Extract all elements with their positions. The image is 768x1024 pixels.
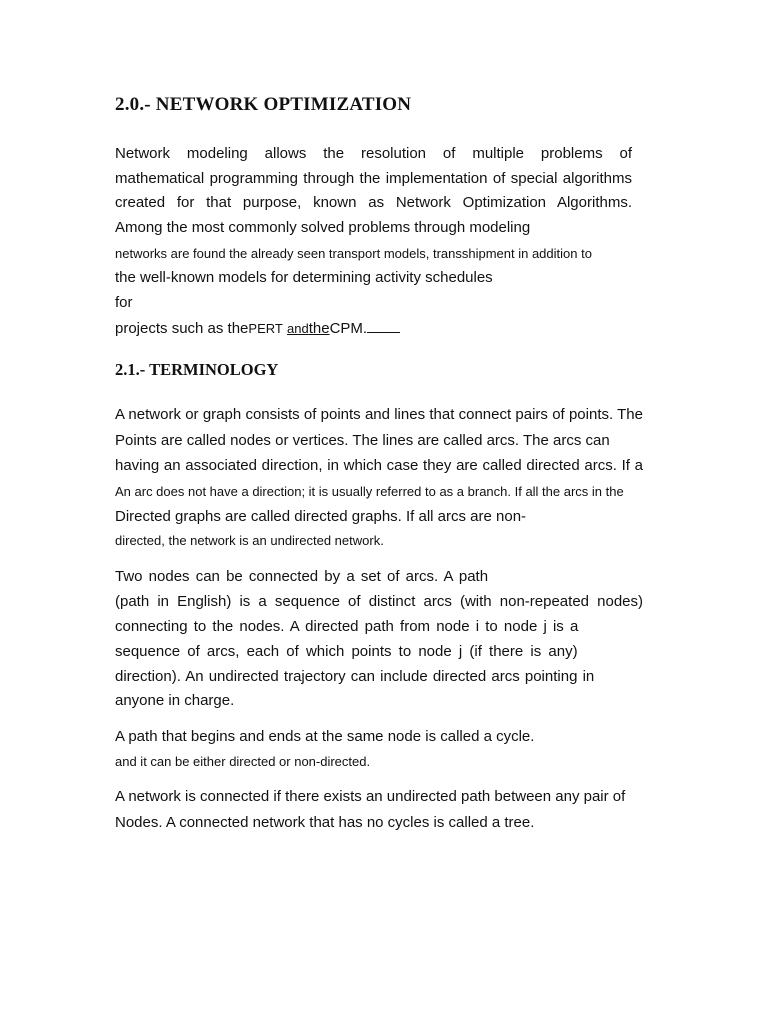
paragraph-line: mathematical programming through the implementation of special algorithms — [115, 170, 632, 187]
section-heading-network-optimization: 2.0.- NETWORK OPTIMIZATION — [115, 94, 412, 115]
paragraph-line: sequence of arcs, each of which points to node j (if there is any) — [115, 643, 578, 660]
and-label: and — [287, 321, 309, 336]
paragraph-line: having an associated direction, in which case they are called directed arcs. If a — [115, 457, 643, 474]
paragraph-line: (path in English) is a sequence of distinct arcs (with non-repeated nodes) — [115, 593, 643, 610]
paragraph-line: Among the most commonly solved problems through modeling — [115, 219, 531, 236]
paragraph-line: anyone in charge. — [115, 692, 235, 709]
pert-label: PERT — [248, 321, 283, 336]
paragraph-line: A path that begins and ends at the same node is called a cycle. — [115, 728, 535, 745]
paragraph-line: connecting to the nodes. A directed path from node i to node j is a — [115, 618, 579, 635]
paragraph-line: Two nodes can be connected by a set of arcs. A path — [115, 568, 489, 585]
paragraph-line: and it can be either directed or non-directed. — [115, 754, 371, 769]
paragraph-line: An arc does not have a direction; it is usually referred to as a branch. If all the arcs in the — [115, 484, 624, 499]
paragraph-line: A network is connected if there exists an undirected path between any pair of — [115, 788, 626, 805]
paragraph-line: Points are called nodes or vertices. The lines are called arcs. The arcs can — [115, 432, 610, 449]
paragraph-line: Directed graphs are called directed graphs. If all arcs are non- — [115, 508, 527, 525]
line-prefix: projects such as the — [115, 320, 249, 337]
section-heading-terminology: 2.1.- TERMINOLOGY — [115, 360, 279, 379]
paragraph-line: Nodes. A connected network that has no cycles is called a tree. — [115, 814, 535, 831]
paragraph-line: direction). An undirected trajectory can include directed arcs pointing in — [115, 668, 595, 685]
the-label: the — [308, 320, 330, 337]
cpm-label: CPM. — [329, 320, 368, 337]
blank-underline — [367, 319, 400, 333]
paragraph-line: for — [115, 294, 133, 311]
paragraph-line: directed, the network is an undirected network. — [115, 533, 384, 548]
paragraph-line: Network modeling allows the resolution of multiple problems of — [115, 145, 632, 162]
paragraph-line: networks are found the already seen transport models, transshipment in addition to — [115, 246, 592, 261]
paragraph-line: the well-known models for determining activity schedules — [115, 269, 493, 286]
paragraph-line-pert-cpm — [115, 319, 400, 338]
paragraph-line: created for that purpose, known as Network Optimization Algorithms. — [115, 194, 632, 211]
paragraph-line: A network or graph consists of points and lines that connect pairs of points. The — [115, 406, 643, 423]
